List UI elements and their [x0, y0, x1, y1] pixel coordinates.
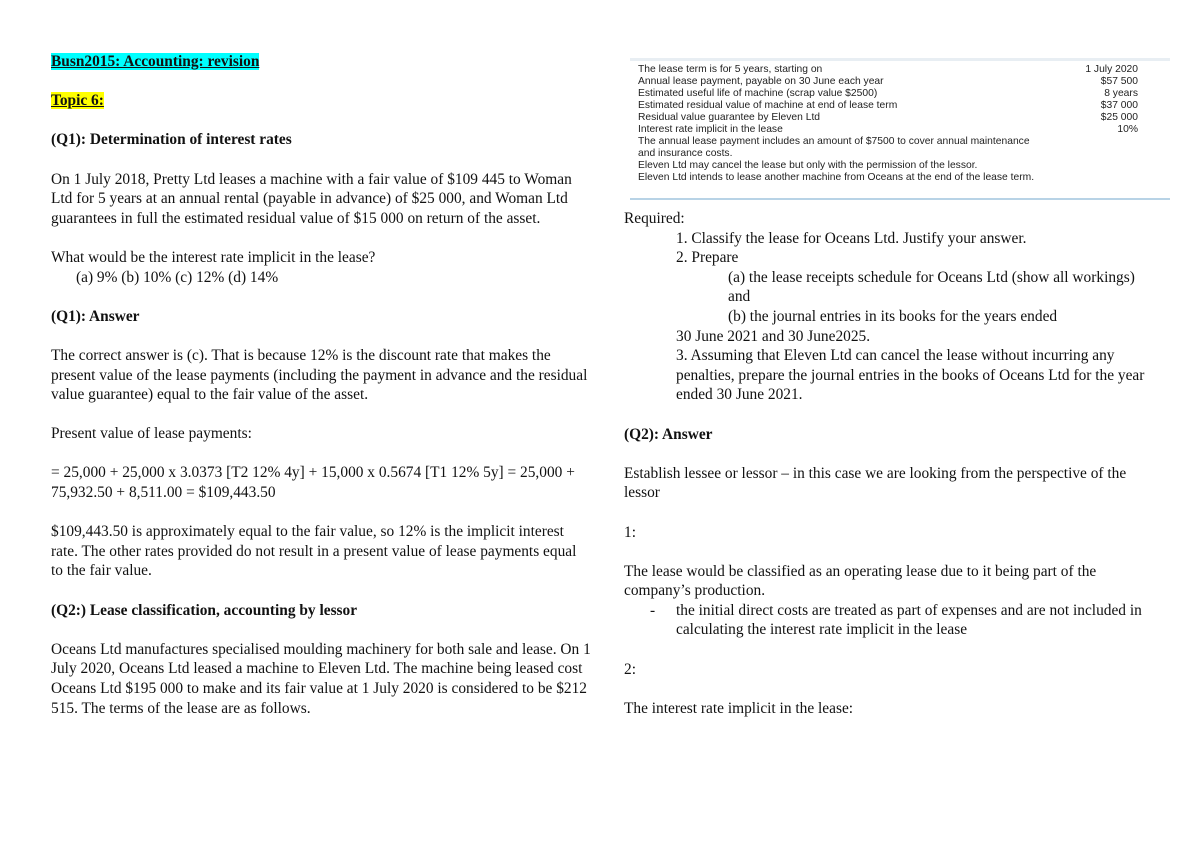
- requirement-3: 3. Assuming that Eleven Ltd can cancel the lease without incurring any penalties, prepare the journal entries in the books of Oceans Ltd for the year ended 30 June 2021.: [676, 347, 1145, 404]
- requirement-2: 2. Prepare: [676, 249, 739, 267]
- lease-row: Residual value guarantee by Eleven Ltd $25 000: [638, 112, 1138, 123]
- pv-label: Present value of lease payments:: [51, 425, 252, 443]
- classification-text: The lease would be classified as an operating lease due to it being part of the company’s production.: [624, 562, 1097, 600]
- table-top-shade: [630, 58, 1170, 61]
- course-title: Busn2015: Accounting: revision: [51, 53, 260, 70]
- required-label: Required:: [624, 210, 685, 227]
- requirement-1: 1. Classify the lease for Oceans Ltd. Justify your answer.: [676, 229, 1027, 247]
- lease-note: The annual lease payment includes an amount of $7500 to cover annual maintenance: [638, 136, 1030, 147]
- lease-row: Annual lease payment, payable on 30 June each year $57 500: [638, 76, 1138, 87]
- lease-row: Estimated residual value of machine at end of lease term $37 000: [638, 100, 1138, 111]
- q2-answer-heading: (Q2): Answer: [624, 425, 713, 443]
- right-column: [624, 209, 1154, 718]
- answer-label-1: 1:: [624, 523, 636, 541]
- q1-answer-body: The correct answer is (c). That is because 12% is the discount rate that makes the present value of the lease payments (including the payment in advance and the residual value guarantee) equal to the fair value of the asset.: [51, 346, 588, 404]
- q1-answer-heading: (Q1): Answer: [51, 307, 140, 325]
- q2-heading: (Q2:) Lease classification, accounting by lessor: [51, 601, 358, 619]
- bullet-item: - the initial direct costs are treated as part of expenses and are not included in calculating the interest rate implicit in the lease: [650, 601, 1142, 639]
- lease-note: and insurance costs.: [638, 148, 733, 159]
- topic-label: Topic 6:: [51, 92, 104, 110]
- pv-calculation: = 25,000 + 25,000 x 3.0373 [T2 12% 4y] + 15,000 x 0.5674 [T1 12% 5y] = 25,000 + 75,932.50 + 8,511.00 = $109,443.50: [51, 464, 575, 502]
- lease-row: Interest rate implicit in the lease 10%: [638, 124, 1138, 135]
- q1-heading: (Q1): Determination of interest rates: [51, 131, 292, 149]
- implicit-rate-text: The interest rate implicit in the lease:: [624, 699, 854, 717]
- lease-terms-table: [630, 58, 1170, 200]
- q2-body: Oceans Ltd manufactures specialised moulding machinery for both sale and lease. On 1 July 2020, Oceans Ltd leased a machine to Eleven Ltd. The machine being leased cost Oceans Ltd $195 000 to make and its fair value at 1 July 2020 is considered to be $212 515. The terms of the lease are as follows.: [51, 640, 591, 717]
- pv-conclusion: $109,443.50 is approximately equal to the fair value, so 12% is the implicit interest rate. The other rates provided do not result in a present value of lease payments equal to the fair value.: [51, 523, 577, 580]
- q1-question: What would be the interest rate implicit in the lease?: [51, 248, 376, 266]
- lease-note: Eleven Ltd intends to lease another machine from Oceans at the end of the lease term.: [638, 172, 1035, 183]
- left-column: [51, 52, 591, 718]
- lease-note: Eleven Ltd may cancel the lease but only with the permission of the lessor.: [638, 160, 978, 171]
- answer-label-2: 2:: [624, 660, 636, 678]
- establish-perspective: Establish lessee or lessor – in this case we are looking from the perspective of the lessor: [624, 464, 1127, 502]
- lease-row: Estimated useful life of machine (scrap value $2500) 8 years: [638, 88, 1138, 99]
- q1-options: (a) 9% (b) 10% (c) 12% (d) 14%: [76, 268, 279, 286]
- q1-body: On 1 July 2018, Pretty Ltd leases a machine with a fair value of $109 445 to Woman Ltd for 5 years at an annual rental (payable in advance) of $25 000, and Woman Ltd guarantees in full the estimated residual value of $15 000 on return of the asset.: [51, 170, 572, 227]
- lease-row: The lease term is for 5 years, starting on 1 July 2020: [638, 64, 1138, 75]
- requirement-2b-continued: 30 June 2021 and 30 June2025.: [676, 327, 871, 345]
- requirement-2b: (b) the journal entries in its books for the years ended: [728, 307, 1058, 325]
- requirement-2a: (a) the lease receipts schedule for Oceans Ltd (show all workings) and: [728, 268, 1135, 306]
